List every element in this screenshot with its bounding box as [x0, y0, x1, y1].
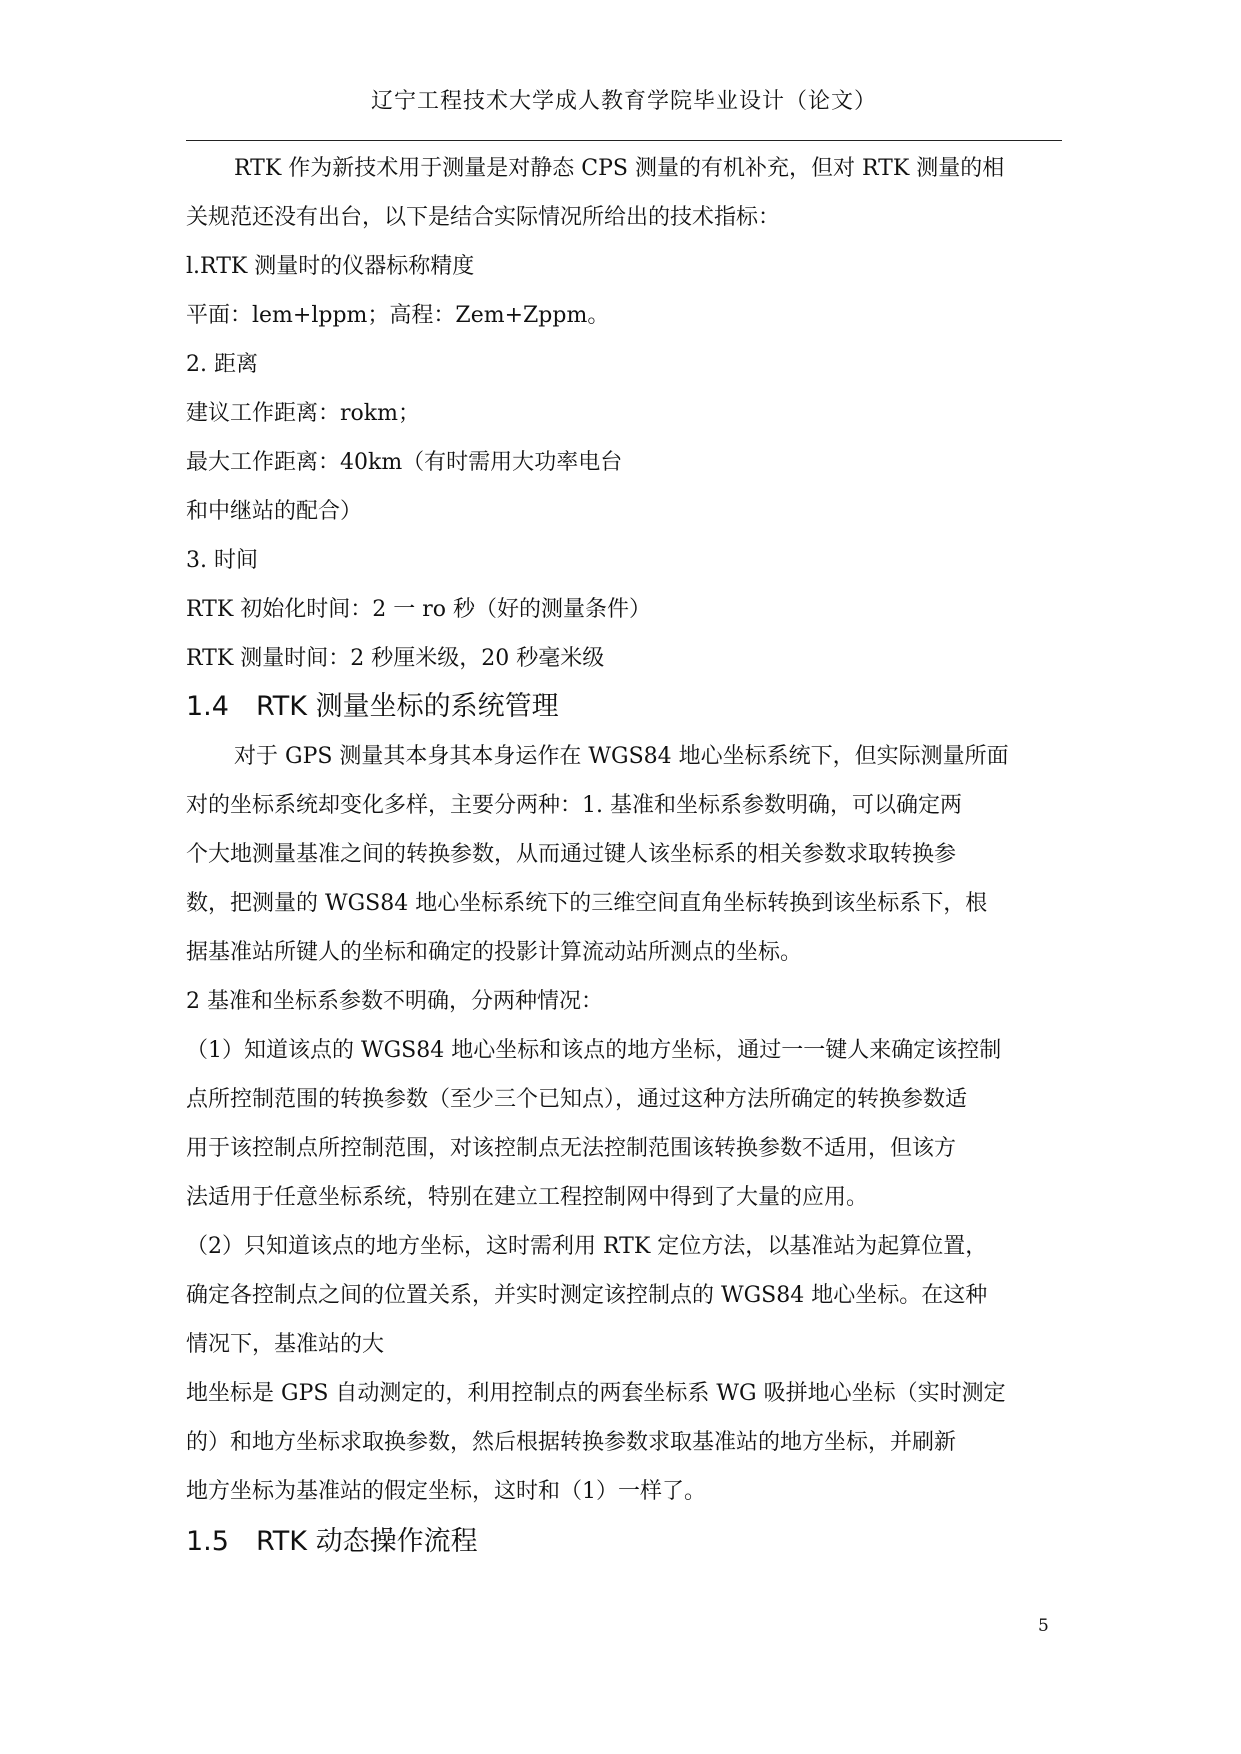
list-item-value: 平面：lem+lppm；高程：Zem+Zppm。 [186, 303, 610, 328]
list-item-title: 3. 时间 [186, 548, 258, 573]
page-number: 5 [1038, 1616, 1049, 1636]
list-item-value: RTK 初始化时间：2 一 ro 秒（好的测量条件） [186, 597, 652, 622]
list-item-value: 最大工作距离：40km（有时需用大功率电台 [186, 450, 623, 475]
paragraph-line: 用于该控制点所控制范围，对该控制点无法控制范围该转换参数不适用，但该方 [186, 1136, 957, 1161]
paragraph-line: 2 基准和坐标系参数不明确，分两种情况： [186, 989, 603, 1014]
list-item-value: RTK 测量时间：2 秒厘米级，20 秒毫米级 [186, 646, 605, 671]
paragraph-line: RTK 作为新技术用于测量是对静态 CPS 测量的有机补充，但对 RTK 测量的相 [234, 156, 1005, 181]
header-divider [186, 140, 1062, 141]
paragraph-line: 点所控制范围的转换参数（至少三个已知点），通过这种方法所确定的转换参数适 [186, 1087, 968, 1112]
paragraph-line: 关规范还没有出台，以下是结合实际情况所给出的技术指标： [186, 205, 781, 230]
list-item-value: 和中继站的配合） [186, 499, 363, 524]
paragraph-line: 的）和地方坐标求取换参数，然后根据转换参数求取基准站的地方坐标，并刷新 [186, 1430, 957, 1455]
paragraph-line: 据基准站所键人的坐标和确定的投影计算流动站所测点的坐标。 [186, 940, 803, 965]
section-title: RTK 测量坐标的系统管理 [256, 691, 559, 722]
paragraph-line: 法适用于任意坐标系统，特别在建立工程控制网中得到了大量的应用。 [186, 1185, 869, 1210]
document-body [186, 156, 1062, 1559]
paragraph-line: 数，把测量的 WGS84 地心坐标系统下的三维空间直角坐标转换到该坐标系下，根 [186, 891, 988, 916]
paragraph-line: 对的坐标系统却变化多样，主要分两种：1. 基准和坐标系参数明确，可以确定两 [186, 793, 962, 818]
page-header-title: 辽宁工程技术大学成人教育学院毕业设计（论文） [370, 89, 877, 114]
list-item-value: 建议工作距离：rokm； [186, 401, 420, 426]
section-heading [186, 1525, 1062, 1559]
section-heading [186, 690, 1062, 724]
section-number: 1.4 [186, 691, 229, 722]
paragraph-line: 个大地测量基准之间的转换参数，从而通过键人该坐标系的相关参数求取转换参 [186, 842, 957, 867]
paragraph-line: 情况下，基准站的大 [186, 1332, 385, 1357]
section-title: RTK 动态操作流程 [256, 1526, 478, 1557]
paragraph-line: 确定各控制点之间的位置关系，并实时测定该控制点的 WGS84 地心坐标。在这种 [186, 1283, 988, 1308]
paragraph-line: （1）知道该点的 WGS84 地心坐标和该点的地方坐标，通过一一键人来确定该控制 [186, 1038, 1002, 1063]
paragraph-line: 地方坐标为基准站的假定坐标，这时和（1）一样了。 [186, 1479, 706, 1504]
paragraph-line: 地坐标是 GPS 自动测定的，利用控制点的两套坐标系 WG 吸拼地心坐标（实时测定 [186, 1381, 1006, 1406]
list-item-title: l.RTK 测量时的仪器标称精度 [186, 254, 475, 279]
list-item-title: 2. 距离 [186, 352, 258, 377]
paragraph-line: 对于 GPS 测量其本身其本身运作在 WGS84 地心坐标系统下，但实际测量所面 [234, 744, 1009, 769]
paragraph-line: （2）只知道该点的地方坐标，这时需利用 RTK 定位方法，以基准站为起算位置， [186, 1234, 988, 1259]
section-number: 1.5 [186, 1526, 229, 1557]
